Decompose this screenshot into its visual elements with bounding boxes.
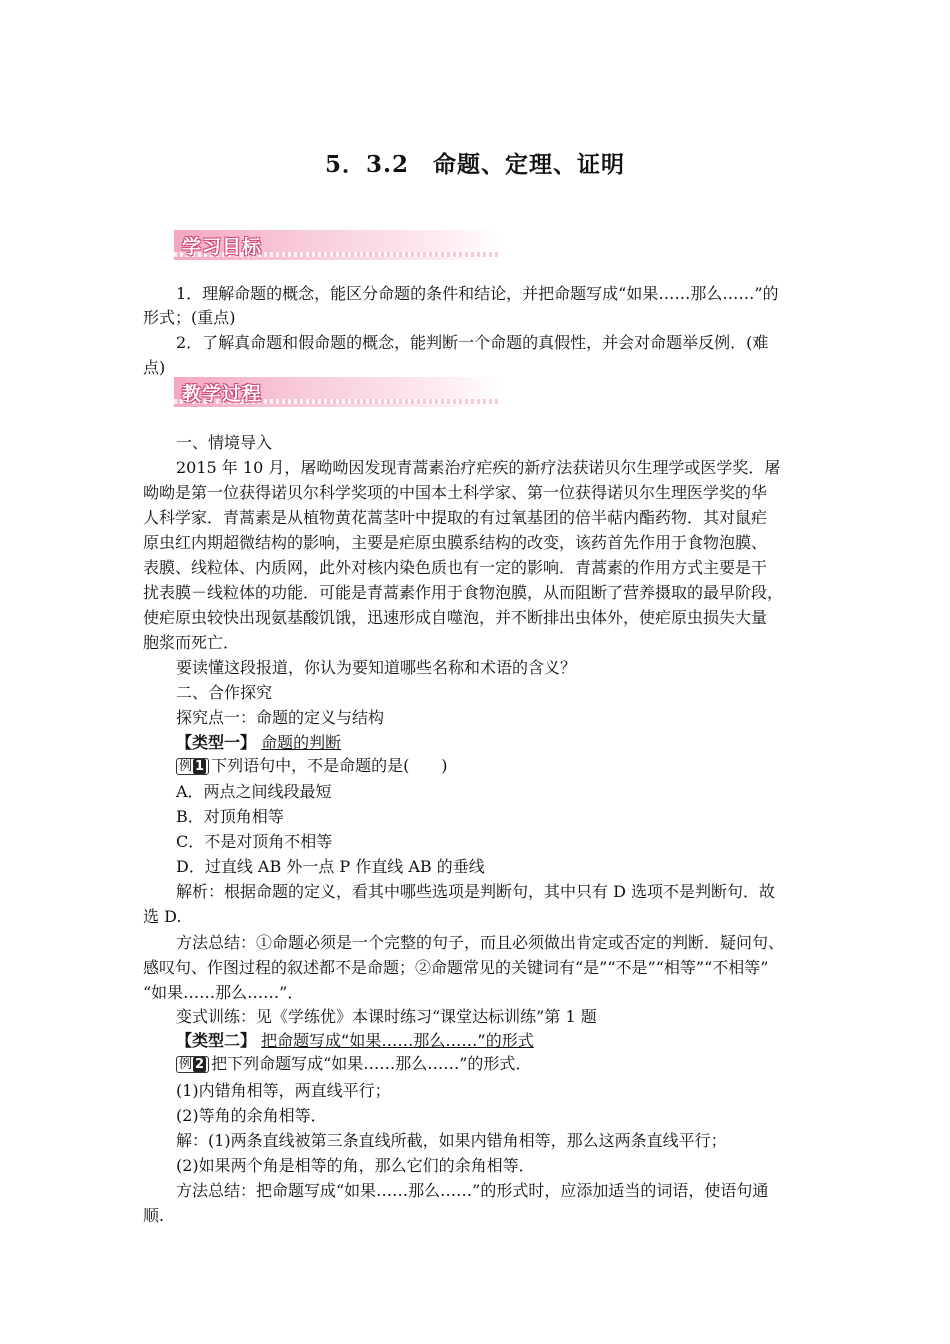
intro-paragraph-line: 胞浆而死亡．: [143, 633, 240, 652]
intro-paragraph-line: 2015 年 10 月，屠呦呦因发现青蒿素治疗疟疾的新疗法获诺贝尔生理学或医学奖．屠: [176, 458, 781, 477]
type-2-title: 把命题写成“如果……那么……”的形式: [261, 1031, 534, 1050]
goal-1-line-1: 1．理解命题的概念，能区分命题的条件和结论，并把命题写成“如果……那么……”的: [176, 284, 779, 303]
example-1-stem: 下列语句中，不是命题的是( ): [211, 756, 448, 775]
method-summary-2-line-2: 顺.: [143, 1206, 165, 1225]
option-d: D．过直线 AB 外一点 P 作直线 AB 的垂线: [176, 857, 485, 876]
example-2-stem: 把下列命题写成“如果……那么……”的形式．: [211, 1054, 532, 1073]
section-title-process: 教学过程: [182, 383, 263, 405]
method-summary-1-line-3: “如果……那么……”．: [143, 983, 304, 1002]
page-title: 5．3.2 命题、定理、证明: [324, 151, 626, 178]
intro-paragraph-line: 表膜、线粒体、内质网，此外对核内染色质也有一定的影响．青蒿素的作用方式主要是干: [143, 558, 768, 577]
analysis-line-2: 选 D.: [143, 907, 182, 926]
goal-2-line-2: 点): [143, 358, 166, 377]
type-1-heading: [176, 730, 341, 755]
goal-2-line-1: 2．了解真命题和假命题的概念，能判断一个命题的真假性，并会对命题举反例．(难: [176, 333, 769, 352]
analysis-line-1: 解析：根据命题的定义，看其中哪些选项是判断句，其中只有 D 选项不是判断句．故: [176, 882, 776, 901]
intro-paragraph-line: 呦呦是第一位获得诺贝尔科学奖项的中国本土科学家、第一位获得诺贝尔生理医学奖的华: [143, 483, 768, 502]
example-2-answer-2: (2)如果两个角是相等的角，那么它们的余角相等．: [176, 1156, 535, 1175]
variant-training: 变式训练：见《学练优》本课时练习“课堂达标训练”第 1 题: [176, 1007, 597, 1026]
explore-point-1: 探究点一：命题的定义与结构: [176, 708, 385, 727]
type-2-heading: [176, 1028, 534, 1053]
option-b: B．对顶角相等: [176, 807, 284, 826]
intro-question: 要读懂这段报道，你认为要知道哪些名称和术语的含义？: [176, 658, 577, 677]
method-summary-2-line-1: 方法总结：把命题写成“如果……那么……”的形式时，应添加适当的词语，使语句通: [176, 1181, 769, 1200]
section-title-goals: 学习目标: [182, 236, 263, 258]
option-c: C．不是对顶角不相等: [176, 832, 333, 851]
method-summary-1-line-2: 感叹句、作图过程的叙述都不是命题；②命题常见的关键词有“是”“不是”“相等”“不相等”: [143, 958, 769, 977]
section-banner-goals: [174, 230, 499, 260]
example-2: [176, 1051, 531, 1076]
example-2-question-1: (1)内错角相等，两直线平行；: [176, 1081, 391, 1100]
intro-heading: 一、情境导入: [176, 433, 273, 452]
intro-paragraph-line: 人科学家．青蒿素是从植物黄花蒿茎叶中提取的有过氧基团的倍半萜内酯药物．其对鼠疟: [143, 508, 768, 527]
intro-paragraph-line: 使疟原虫较快出现氨基酸饥饿，迅速形成自噬泡，并不断排出虫体外，使疟原虫损失大量: [143, 608, 768, 627]
type-1-title: 命题的判断: [261, 733, 342, 752]
type-1-tag: 【类型一】: [176, 733, 257, 752]
method-summary-1-line-1: 方法总结：①命题必须是一个完整的句子，而且必须做出肯定或否定的判断．疑问句、: [176, 933, 785, 952]
intro-paragraph-line: 原虫红内期超微结构的影响，主要是疟原虫膜系结构的改变，该药首先作用于食物泡膜、: [143, 533, 768, 552]
intro-paragraph-line: 扰表膜－线粒体的功能．可能是青蒿素作用于食物泡膜，从而阻断了营养摄取的最早阶段，: [143, 583, 784, 602]
section-banner-process: [174, 377, 499, 407]
example-2-question-2: (2)等角的余角相等．: [176, 1106, 327, 1125]
example-badge: 例 2: [176, 1056, 209, 1073]
option-a: A．两点之间线段最短: [176, 782, 332, 801]
example-2-answer-1: 解：(1)两条直线被第三条直线所截，如果内错角相等，那么这两条直线平行；: [176, 1131, 727, 1150]
goal-1-line-2: 形式；(重点): [143, 308, 236, 327]
example-badge: 例 1: [176, 758, 209, 775]
explore-heading: 二、合作探究: [176, 683, 273, 702]
type-2-tag: 【类型二】: [176, 1031, 257, 1050]
example-1: [176, 753, 448, 778]
